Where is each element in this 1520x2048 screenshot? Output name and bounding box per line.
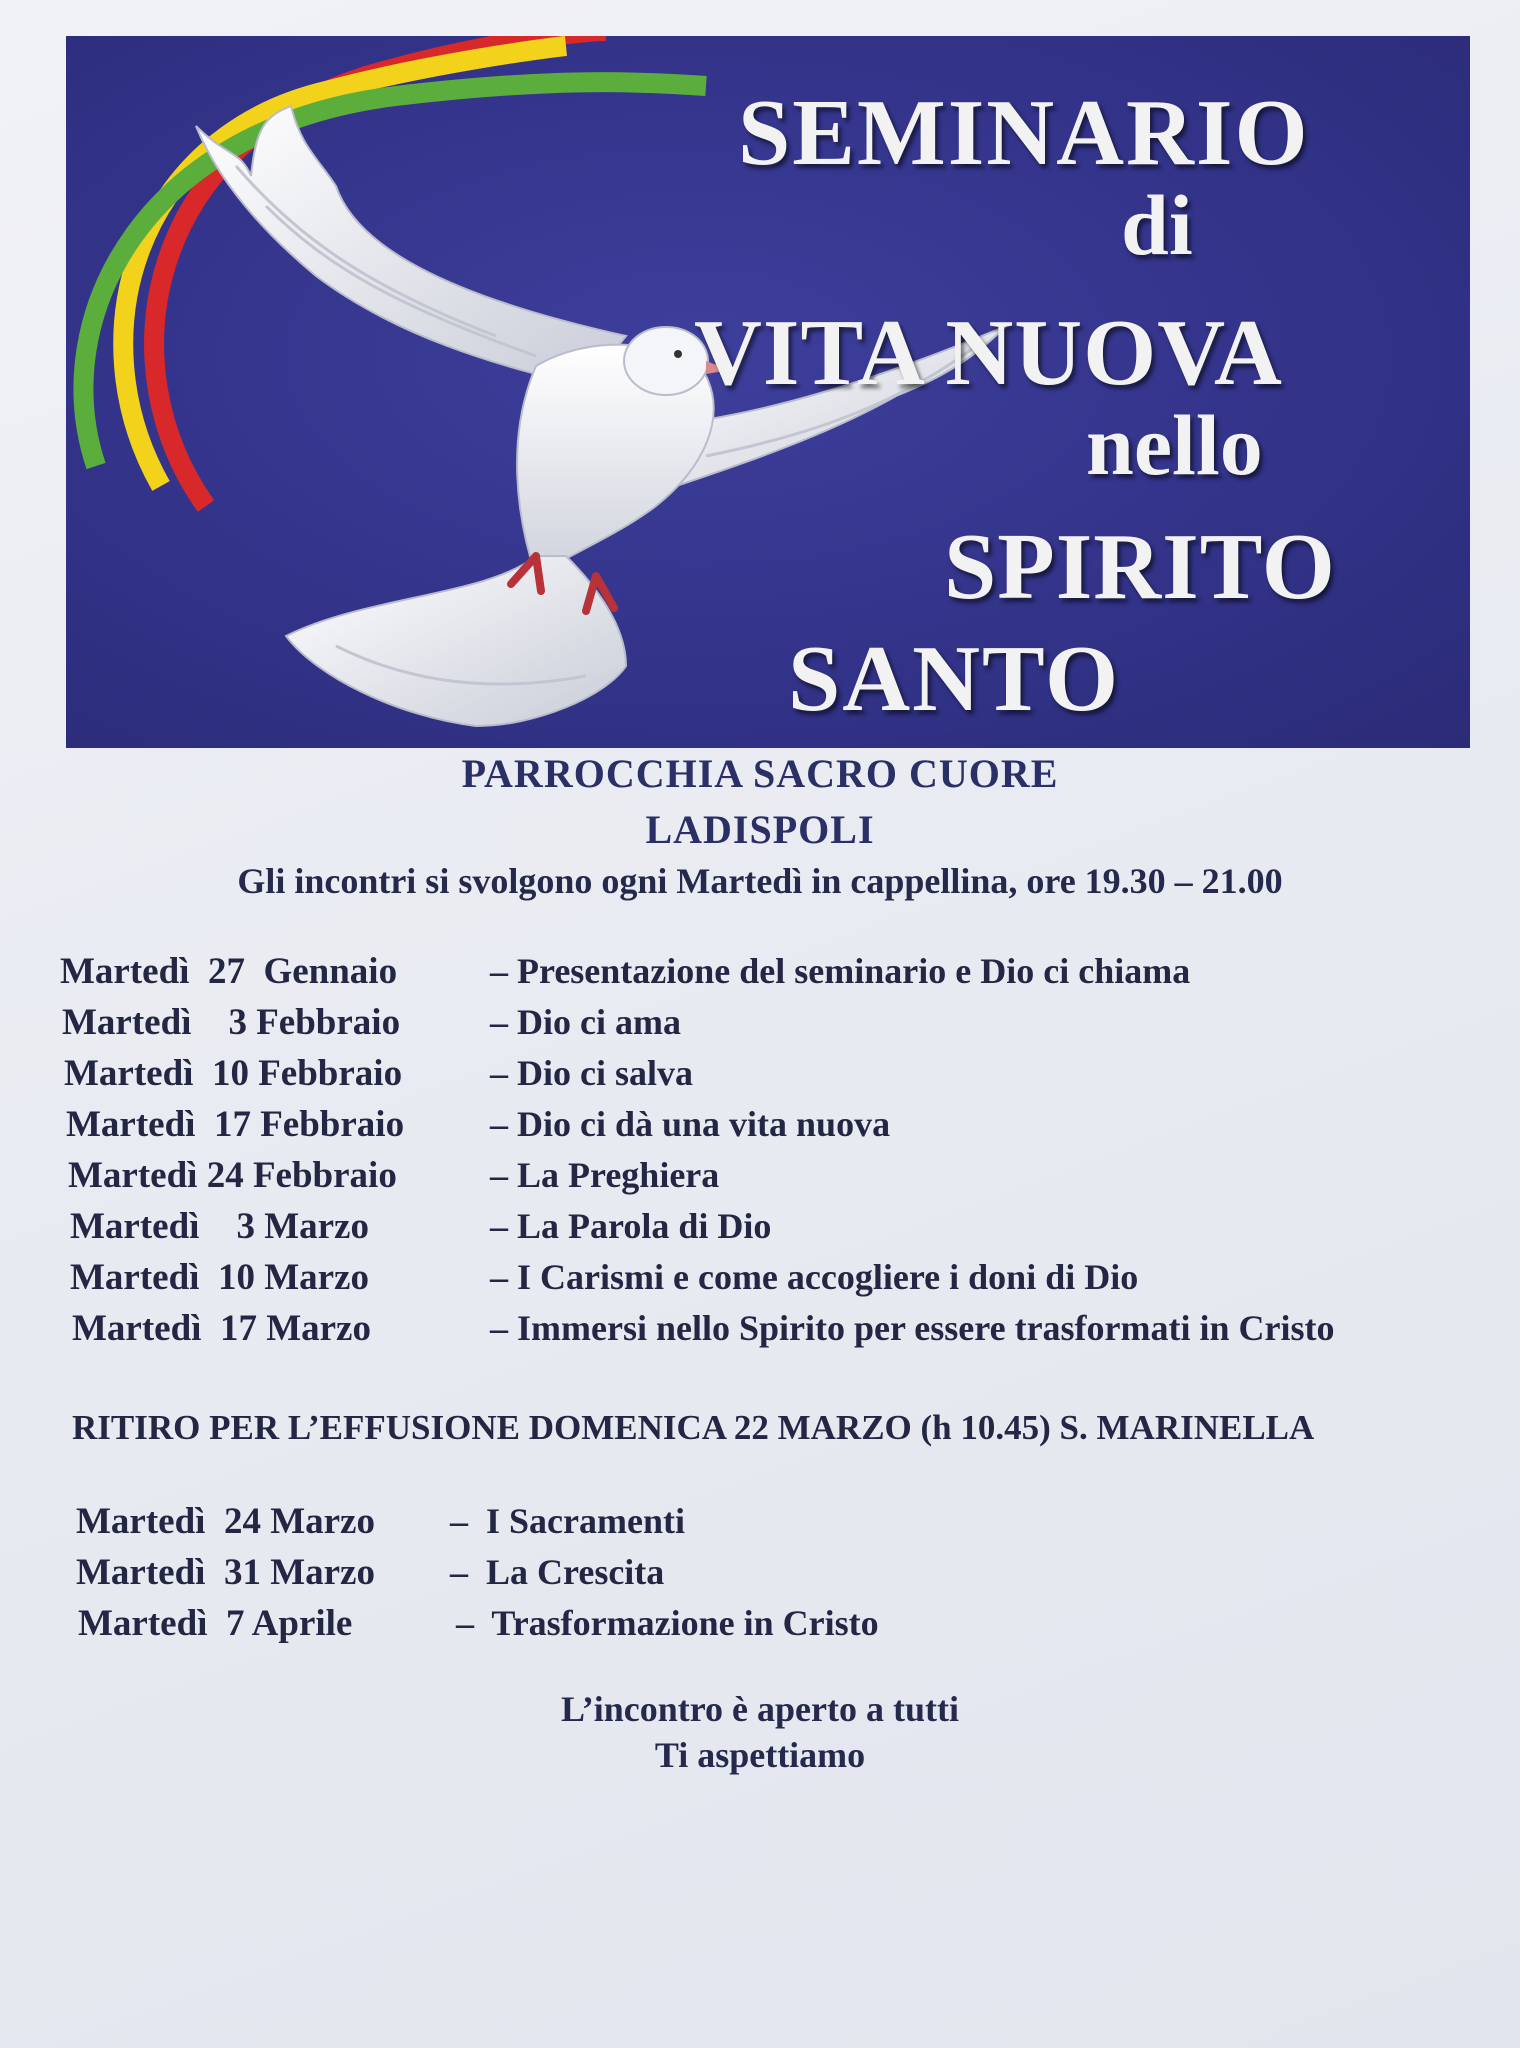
schedule-topic: – Dio ci dà una vita nuova: [490, 1104, 891, 1144]
schedule-date: Martedì 24 Marzo: [76, 1501, 375, 1542]
schedule-date: Martedì 17 Marzo: [72, 1308, 371, 1349]
title-line-1: SEMINARIO: [738, 81, 1310, 185]
title-banner: [66, 36, 1470, 748]
schedule-date: Martedì 7 Aprile: [78, 1603, 353, 1644]
schedule-topic: – Dio ci ama: [490, 1002, 681, 1042]
retreat-announcement: RITIRO PER L’EFFUSIONE DOMENICA 22 MARZO (h 10.45) S. MARINELLA: [72, 1408, 1315, 1447]
schedule-topic: – La Crescita: [450, 1552, 665, 1592]
title-line-3: VITA NUOVA: [694, 301, 1283, 405]
schedule-date: Martedì 27 Gennaio: [60, 951, 398, 992]
title-line-2: di: [1121, 177, 1193, 273]
closing-line-1: L’incontro è aperto a tutti: [561, 1689, 959, 1729]
parish-name: PARROCCHIA SACRO CUORE: [461, 751, 1059, 796]
schedule-date: Martedì 3 Marzo: [70, 1206, 369, 1247]
schedule-date: Martedì 24 Febbraio: [68, 1155, 397, 1196]
title-line-4: nello: [1086, 397, 1263, 493]
closing-line-2: Ti aspettiamo: [654, 1735, 866, 1775]
meeting-info: Gli incontri si svolgono ogni Martedì in cappellina, ore 19.30 – 21.00: [237, 861, 1283, 901]
schedule-topic: – La Parola di Dio: [490, 1206, 772, 1246]
schedule-topic: – Trasformazione in Cristo: [456, 1603, 879, 1643]
title-line-6: SANTO: [788, 627, 1121, 731]
schedule-date: Martedì 10 Febbraio: [64, 1053, 403, 1094]
schedule-date: Martedì 3 Febbraio: [62, 1002, 401, 1043]
schedule-date: Martedì 31 Marzo: [76, 1552, 375, 1593]
schedule-topic: – Immersi nello Spirito per essere trasformati in Cristo: [490, 1308, 1335, 1348]
schedule-topic: – La Preghiera: [490, 1155, 720, 1195]
town-name: LADISPOLI: [645, 807, 875, 852]
schedule-topic: – Presentazione del seminario e Dio ci chiama: [490, 951, 1191, 991]
schedule-date: Martedì 17 Febbraio: [66, 1104, 405, 1145]
schedule-topic: – I Sacramenti: [450, 1501, 685, 1541]
schedule-topic: – I Carismi e come accogliere i doni di Dio: [490, 1257, 1139, 1297]
schedule-date: Martedì 10 Marzo: [70, 1257, 369, 1298]
title-line-5: SPIRITO: [944, 515, 1336, 619]
schedule-topic: – Dio ci salva: [490, 1053, 693, 1093]
